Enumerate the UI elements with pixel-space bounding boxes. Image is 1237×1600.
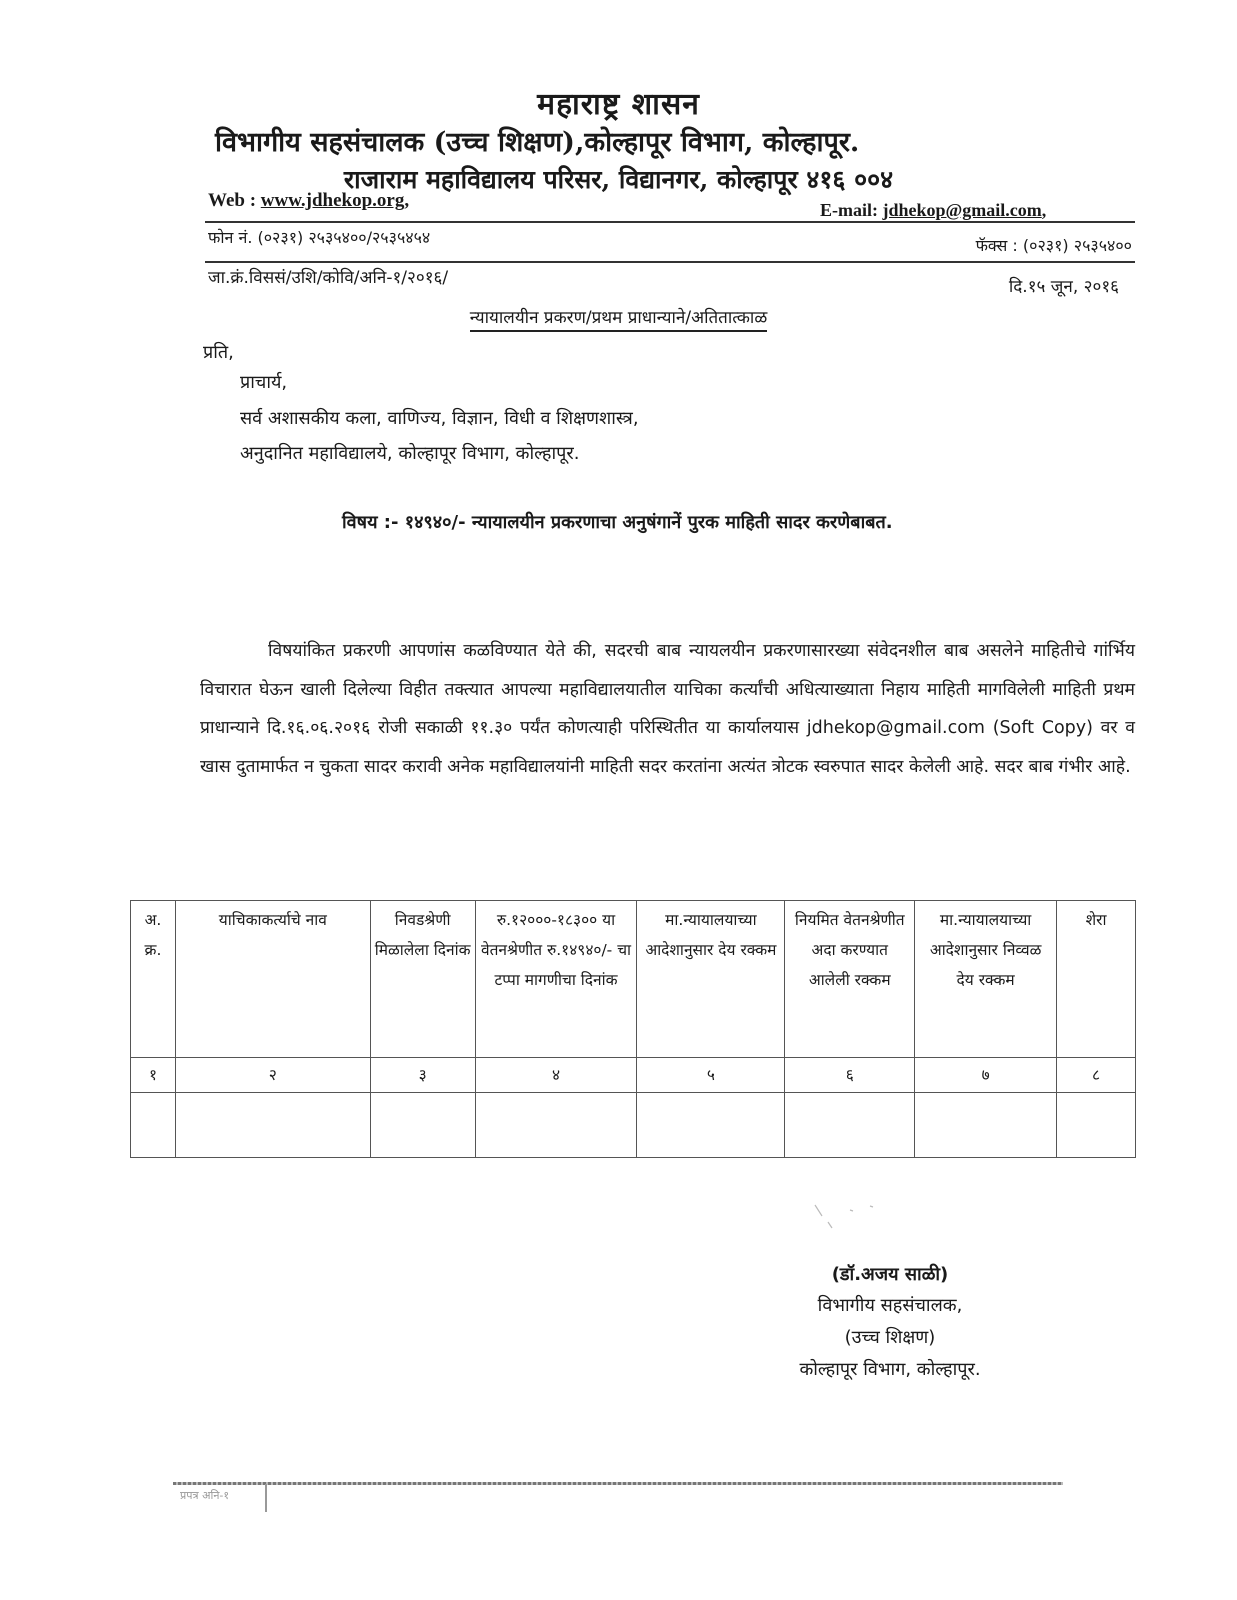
recipient-line: सर्व अशासकीय कला, वाणिज्य, विज्ञान, विधी व शिक्षणशास्त्र,: [240, 408, 639, 429]
email: [820, 200, 1046, 221]
website-suffix: ,: [404, 190, 410, 211]
letterhead-government-title: महाराष्ट्र शासन: [537, 87, 700, 122]
reference-number: जा.क्रं.विससं/उशि/कोवि/अनि-१/२०१६/: [208, 268, 449, 288]
table-cell: [475, 1093, 637, 1158]
signatory-department: (उच्च शिक्षण): [844, 1327, 936, 1348]
column-number: २: [175, 1058, 370, 1093]
recipient-line: अनुदानित महाविद्यालये, कोल्हापूर विभाग, कोल्हापूर.: [240, 443, 580, 464]
column-number: ७: [915, 1058, 1057, 1093]
header-paid-amount: नियमित वेतनश्रेणीत अदा करण्यात आलेली रक्कम: [785, 901, 915, 1058]
website-link[interactable]: www.jdhekop.org: [260, 190, 405, 211]
header-remarks: शेरा: [1057, 901, 1136, 1058]
table-row: [131, 1093, 1136, 1158]
priority-text: न्यायालयीन प्रकरण/प्रथम प्राधान्याने/अतितात्काळ: [470, 308, 768, 332]
website-label: Web :: [208, 190, 261, 211]
letterhead-office-title: विभागीय सहसंचालक (उच्च शिक्षण),कोल्हापूर विभाग, कोल्हापूर.: [215, 127, 860, 158]
header-court-order-due-amount: मा.न्यायालयाच्या आदेशानुसार देय रक्कम: [637, 901, 785, 1058]
column-number: ३: [370, 1058, 475, 1093]
table-cell: [915, 1093, 1057, 1158]
table-cell: [175, 1093, 370, 1158]
table-cell: [785, 1093, 915, 1158]
email-link[interactable]: jdhekop@gmail.com: [882, 200, 1042, 220]
footer-vertical-divider: [265, 1484, 267, 1512]
column-number: ८: [1057, 1058, 1136, 1093]
signatory-office: कोल्हापूर विभाग, कोल्हापूर.: [799, 1359, 981, 1380]
table-cell: [370, 1093, 475, 1158]
header-pay-stage-demand-date: रु.१२०००-१८३०० या वेतनश्रेणीत रु.१४९४०/- चा टप्पा मागणीचा दिनांक: [475, 901, 637, 1058]
table-cell: [637, 1093, 785, 1158]
header-divider-bottom: [205, 261, 1135, 263]
header-divider-top: [205, 221, 1135, 223]
information-table: [130, 900, 1136, 1158]
table-header-row: [131, 901, 1136, 1058]
phone-number: फोन नं. (०२३१) २५३५४००/२५३५४५४: [208, 228, 431, 247]
column-number: १: [131, 1058, 176, 1093]
recipient-line: प्राचार्य,: [240, 372, 288, 393]
signature-mark-icon: [810, 1200, 890, 1230]
signatory-designation: विभागीय सहसंचालक,: [817, 1295, 963, 1316]
header-selection-grade-date: निवडश्रेणी मिळालेला दिनांक: [370, 901, 475, 1058]
table-cell: [1057, 1093, 1136, 1158]
table-column-number-row: [131, 1058, 1136, 1093]
footer-form-note: प्रपत्र अनि-१: [180, 1489, 230, 1502]
priority-line: [0, 305, 1237, 328]
body-paragraph: [200, 632, 1135, 786]
fax-number: फॅक्स : (०२३१) २५३५४००: [975, 236, 1132, 255]
body-text: विषयांकित प्रकरणी आपणांस कळविण्यात येते की, सदरची बाब न्यायलयीन प्रकरणासारख्या संवेदनशील बाब असलेने माहितीचे गांर्भिय विचारात घेऊन खाली दिलेल्या विहीत तक्त्यात आपल्या महाविद्यालयातील याचिका कर्त्यांची अधित्याख्याता निहाय माहिती मागविलेली माहिती प्रथम प्राधान्याने दि.१६.०६.२०१६ रोजी सकाळी ११.३० पर्यंत कोणत्याही परिस्थितीत या कार्यालयास jdhekop@gmail.com (Soft Copy) वर व खास दुतामार्फत न चुकता सादर करावी अनेक महाविद्यालयांनी माहिती सदर करतांना अत्यंत त्रोटक स्वरुपात सादर केलेली आहे. सदर बाब गंभीर आहे.: [200, 641, 1135, 777]
signatory-name: (डॉ.अजय साळी): [831, 1264, 949, 1285]
email-suffix: ,: [1041, 200, 1047, 220]
letterhead-address: राजाराम महाविद्यालय परिसर, विद्यानगर, कोल्हापूर ४१६ ००४: [343, 165, 894, 194]
recipient-salutation: प्रति,: [203, 342, 234, 363]
header-net-due-amount: मा.न्यायालयाच्या आदेशानुसार निव्वळ देय रक्कम: [915, 901, 1057, 1058]
footer-divider: [173, 1482, 1063, 1485]
column-number: ५: [637, 1058, 785, 1093]
column-number: ४: [475, 1058, 637, 1093]
column-number: ६: [785, 1058, 915, 1093]
header-serial: अ. क्र.: [131, 901, 176, 1058]
table-cell: [131, 1093, 176, 1158]
header-petitioner-name: याचिकाकर्त्याचे नाव: [175, 901, 370, 1058]
letter-date: दि.१५ जून, २०१६: [1008, 277, 1119, 297]
website: [208, 190, 409, 212]
email-label: E-mail:: [820, 200, 883, 220]
subject-line: विषय :- १४९४०/- न्यायालयीन प्रकरणाचा अनुषंगानें पुरक माहिती सादर करणेबाबत.: [342, 512, 893, 533]
